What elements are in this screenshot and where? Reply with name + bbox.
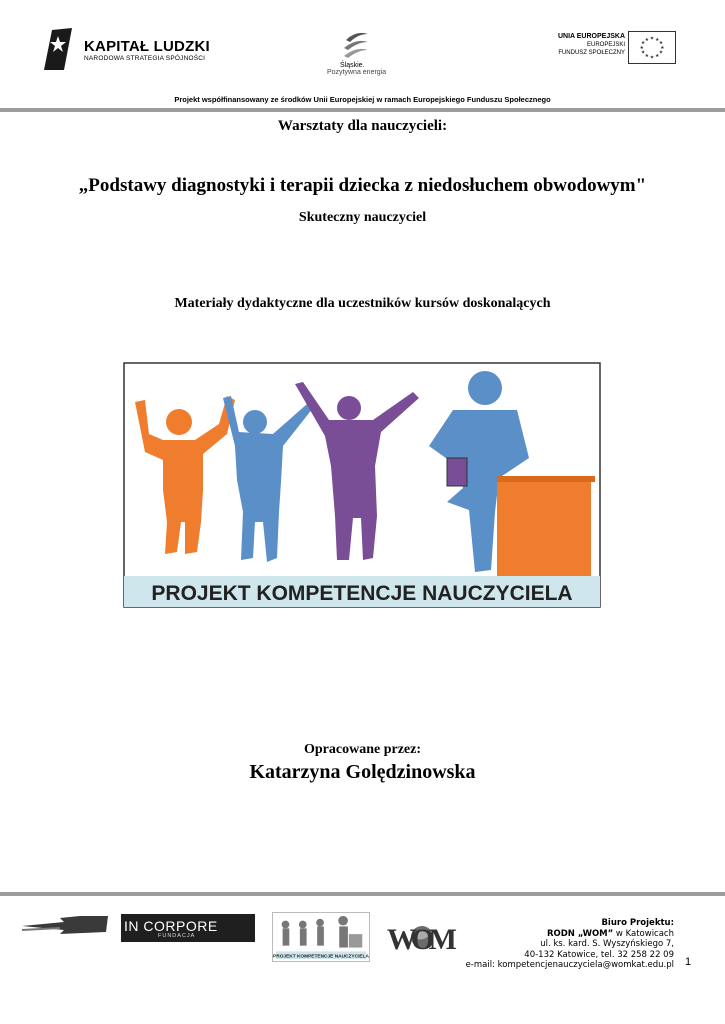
kapital-ludzki-title: KAPITAŁ LUDZKI: [84, 38, 210, 55]
in-corpore-text: IN CORPORE: [124, 918, 218, 934]
svg-text:★: ★: [660, 45, 665, 51]
slaskie-name: Śląskie.: [340, 62, 365, 69]
office-address-1: ul. ks. kard. S. Wyszyńskiego 7,: [540, 939, 674, 949]
office-title: Biuro Projektu:: [601, 918, 674, 928]
eu-fund-label: [545, 33, 625, 57]
project-banner: [123, 362, 601, 608]
pkn-small-caption: PROJEKT KOMPETENCJE NAUCZYCIELA: [273, 954, 369, 960]
header-divider: [0, 108, 725, 112]
footer-divider: [0, 892, 725, 896]
svg-text:★: ★: [658, 50, 664, 56]
kapital-ludzki-subtitle: NARODOWA STRATEGIA SPÓJNOŚCI: [84, 55, 206, 62]
svg-text:★: ★: [655, 53, 660, 59]
svg-text:★: ★: [640, 50, 646, 56]
eu-flag-icon: [628, 31, 676, 64]
svg-text:★: ★: [649, 36, 655, 42]
course-subtitle: Skuteczny nauczyciel: [298, 210, 427, 225]
wom-text: WOM: [387, 923, 457, 955]
slaskie-tagline: Pozytywna energia: [327, 69, 387, 76]
office-name: RODN „WOM”: [546, 928, 614, 939]
fundacja-text: FUNDACJA: [158, 933, 196, 939]
wsl-logo-icon: [20, 912, 112, 940]
eu-line-2: FUNDUSZ SPOŁECZNY: [558, 50, 625, 56]
workshop-label: Warsztaty dla nauczycieli:: [277, 118, 448, 134]
eu-title: UNIA EUROPEJSKA: [557, 33, 625, 40]
cofinancing-notice: Projekt współfinansowany ze środków Unii Europejskiej w ramach Europejskiego Funduszu Społecznego: [174, 95, 551, 104]
office-city: w Katowicach: [613, 928, 674, 939]
materials-description: Materiały dydaktyczne dla uczestników kursów doskonalących: [174, 296, 551, 311]
svg-text:★: ★: [640, 41, 646, 47]
kapital-ludzki-logo-icon: [42, 26, 74, 72]
svg-text:★: ★: [639, 45, 644, 51]
desk-icon: [497, 480, 591, 578]
svg-text:★: ★: [658, 41, 664, 47]
pkn-small-logo: [272, 912, 370, 962]
banner-caption: PROJEKT KOMPETENCJE NAUCZYCIELA: [151, 582, 573, 605]
svg-text:★: ★: [649, 55, 655, 61]
slaskie-logo-icon: [340, 28, 372, 62]
desk-top-icon: [497, 476, 595, 482]
office-email[interactable]: e-mail: kompetencjenauczyciela@womkat.edu.pl: [465, 960, 674, 970]
prepared-by-label: Opracowane przez:: [303, 742, 422, 757]
author-name: Katarzyna Golędzinowska: [249, 761, 476, 783]
project-office-info: [420, 918, 674, 971]
office-name-line: [420, 929, 674, 940]
page-number: 1: [685, 956, 692, 968]
svg-text:★: ★: [655, 37, 660, 43]
svg-text:★: ★: [644, 37, 649, 43]
svg-text:★: ★: [644, 53, 649, 59]
course-title: „Podstawy diagnostyki i terapii dziecka z niedosłuchem obwodowym": [78, 175, 647, 196]
office-address-2: 40-132 Katowice, tel. 32 258 22 09: [524, 949, 674, 960]
book-icon: [447, 458, 467, 486]
eu-line-1: EUROPEJSKI: [586, 42, 625, 48]
